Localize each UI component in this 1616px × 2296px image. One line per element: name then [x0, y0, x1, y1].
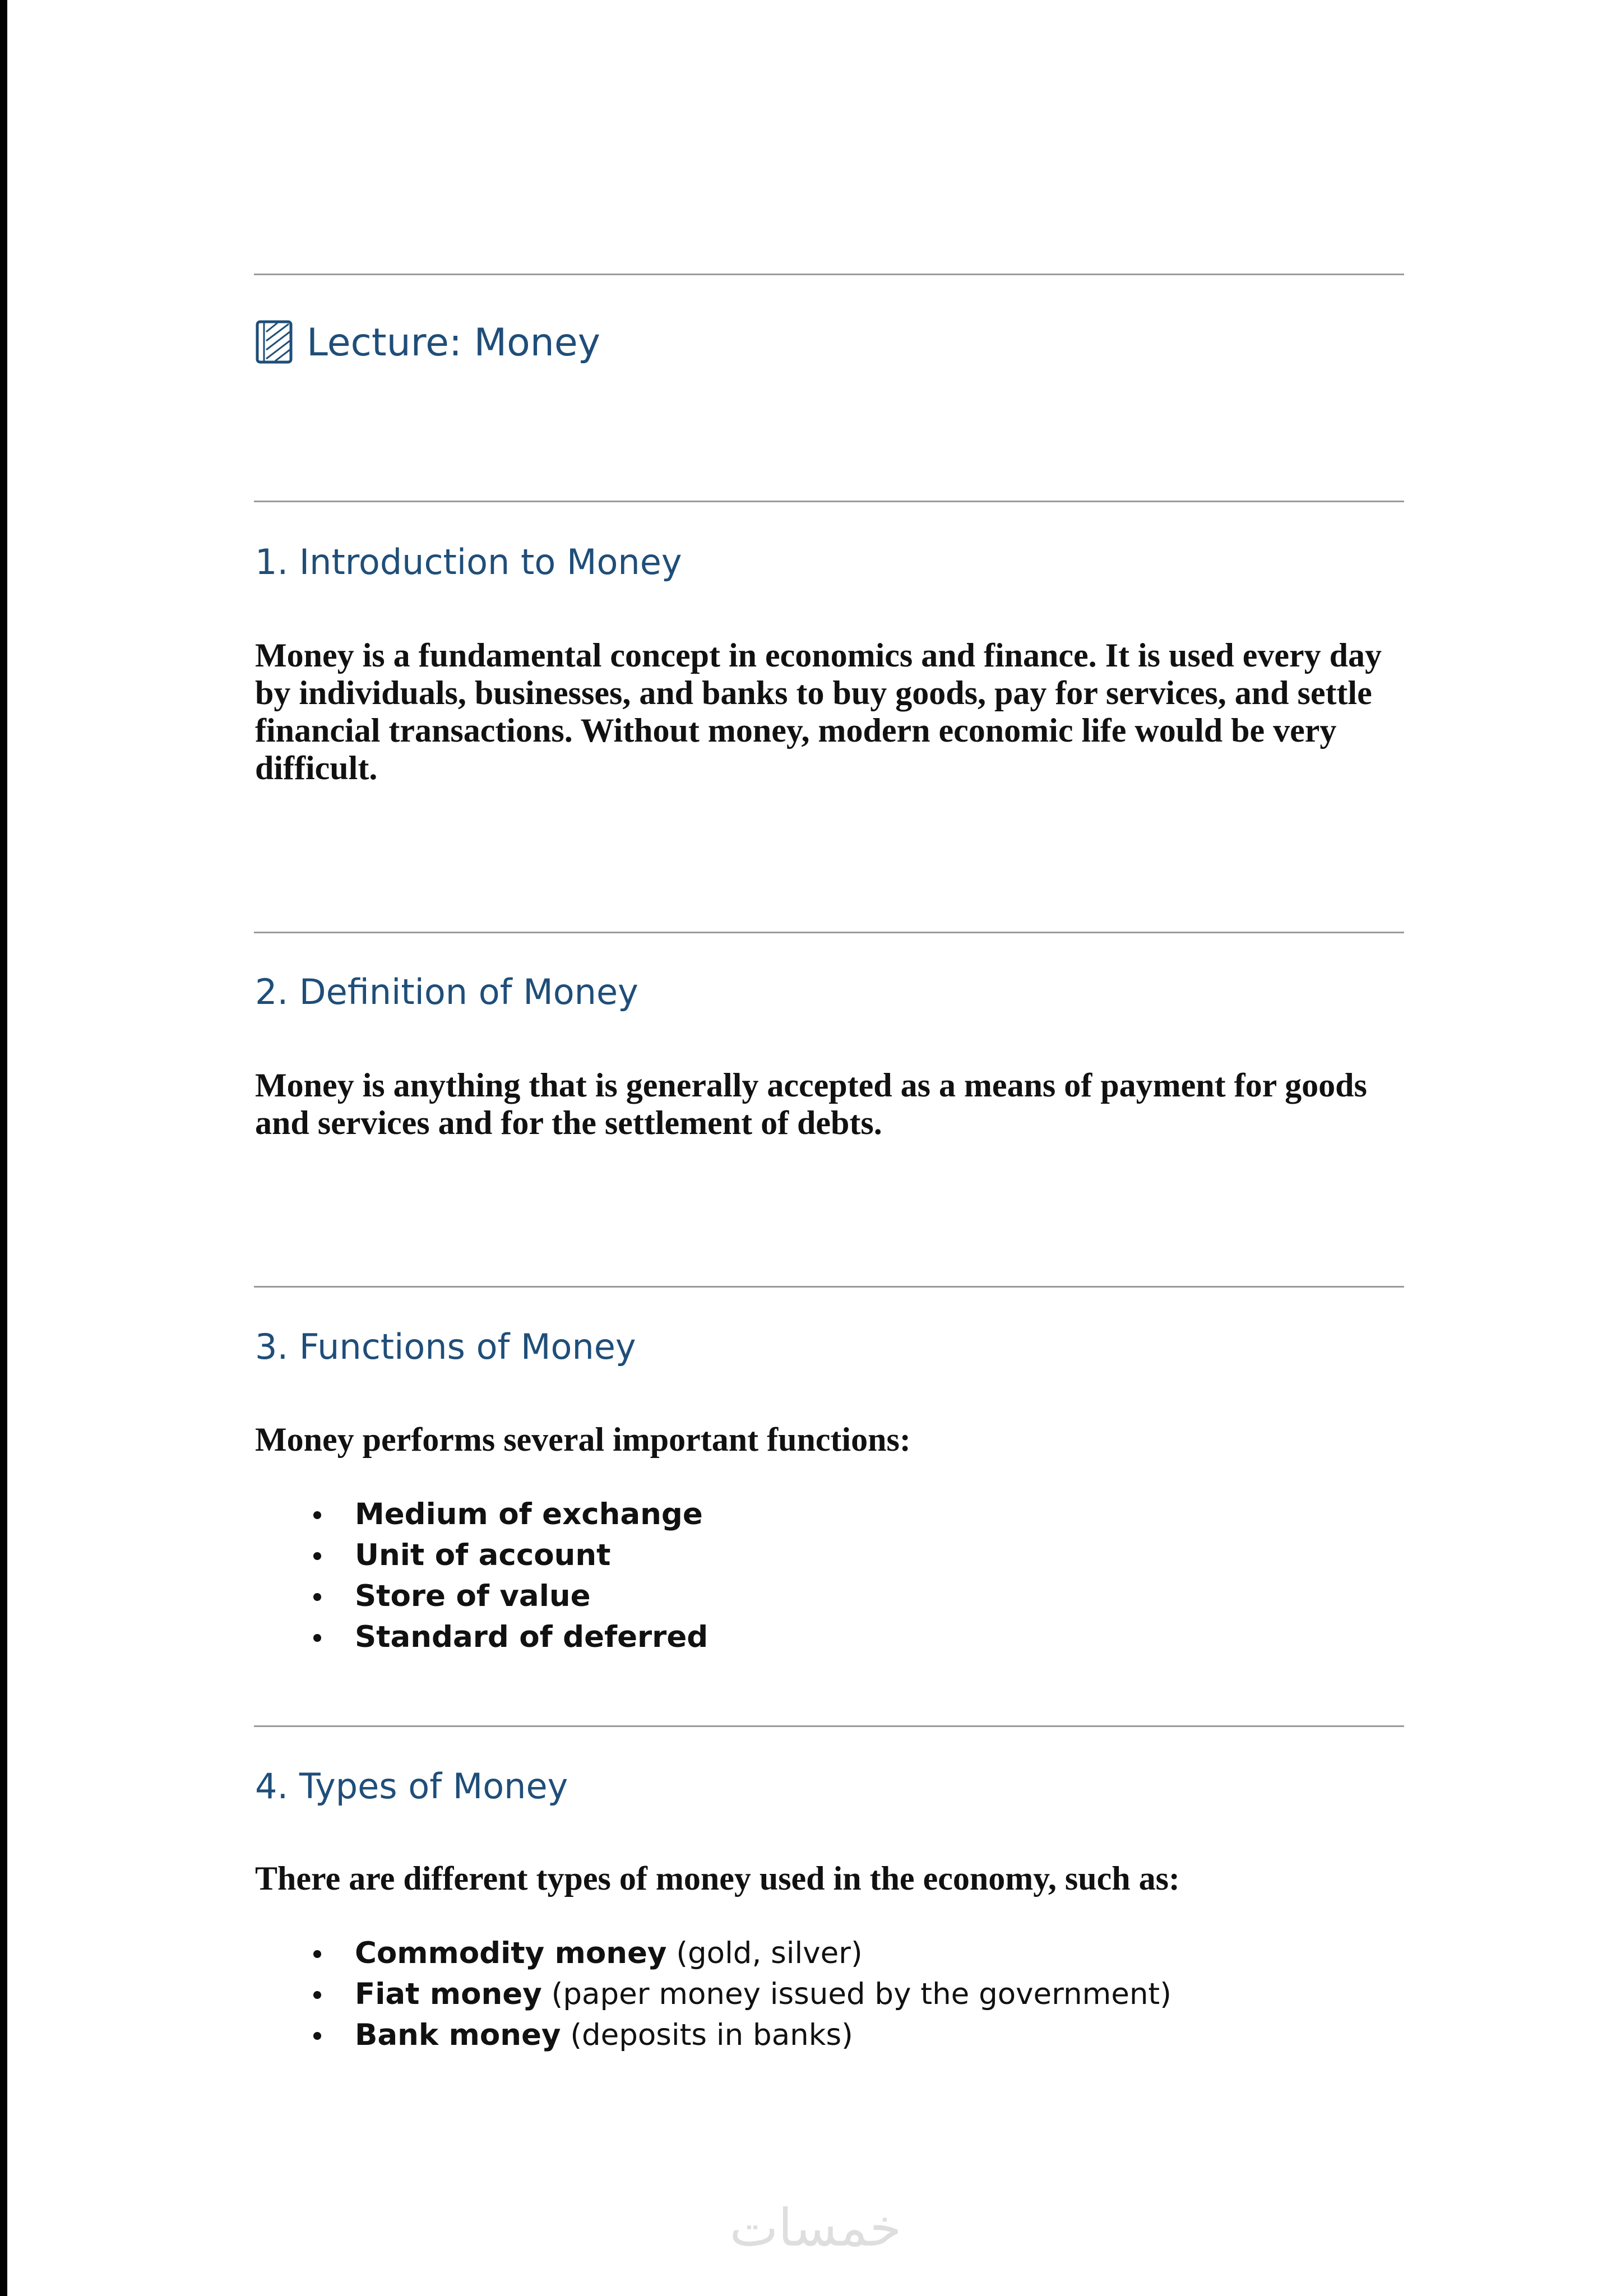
- bullet-icon: [313, 1991, 321, 1999]
- types-list: [255, 1933, 1172, 2056]
- bullet-icon: [313, 2032, 321, 2040]
- divider: [254, 274, 1404, 275]
- bullet-icon: [313, 1950, 321, 1958]
- section-paragraph-introduction: Money is a fundamental concept in economics and finance. It is used every day by individuals, businesses, and banks to buy goods, pay for services, and settle financial transactions. Without money, modern economic life would be very difficult.: [255, 637, 1382, 786]
- functions-list: [255, 1494, 708, 1658]
- bullet-icon: [313, 1634, 321, 1642]
- bullet-icon: [313, 1593, 321, 1601]
- list-item-detail: (gold, silver): [666, 1936, 863, 1970]
- list-item: [255, 1535, 708, 1576]
- book-icon: [255, 320, 294, 365]
- bullet-icon: [313, 1511, 321, 1519]
- section-heading-types: 4. Types of Money: [255, 1766, 568, 1807]
- divider: [254, 932, 1404, 933]
- section-paragraph-definition: Money is anything that is generally accepted as a means of payment for goods and services and for the settlement of debts.: [255, 1067, 1367, 1141]
- section-heading-functions: 3. Functions of Money: [255, 1326, 636, 1367]
- list-item-bold: Standard of deferred: [355, 1620, 709, 1654]
- watermark-logo: خمسات: [729, 2198, 902, 2258]
- divider: [254, 1286, 1404, 1288]
- list-item: [255, 1974, 1172, 2015]
- divider: [254, 501, 1404, 502]
- list-item: [255, 1494, 708, 1535]
- section-paragraph-types: There are different types of money used in the economy, such as:: [255, 1860, 1180, 1897]
- list-item-bold: Bank money: [355, 2018, 561, 2052]
- list-item: [255, 1576, 708, 1617]
- list-item-bold: Commodity money: [355, 1936, 667, 1970]
- page-title-text: Lecture: Money: [307, 320, 600, 365]
- list-item-detail: (deposits in banks): [561, 2018, 853, 2052]
- divider: [254, 1725, 1404, 1727]
- list-item-detail: (paper money issued by the government): [541, 1977, 1172, 2011]
- list-item-bold: Medium of exchange: [355, 1497, 703, 1531]
- document-page: [7, 0, 1616, 2296]
- list-item-bold: Store of value: [355, 1579, 591, 1613]
- list-item: [255, 1617, 708, 1658]
- list-item: [255, 2015, 1172, 2056]
- section-paragraph-functions: Money performs several important functions:: [255, 1421, 911, 1458]
- left-edge-bar: [0, 0, 7, 2296]
- list-item-bold: Unit of account: [355, 1538, 611, 1572]
- page-title: [255, 320, 600, 365]
- bullet-icon: [313, 1552, 321, 1560]
- section-heading-introduction: 1. Introduction to Money: [255, 541, 682, 582]
- section-heading-definition: 2. Definition of Money: [255, 971, 638, 1012]
- list-item-bold: Fiat money: [355, 1977, 542, 2011]
- list-item: [255, 1933, 1172, 1974]
